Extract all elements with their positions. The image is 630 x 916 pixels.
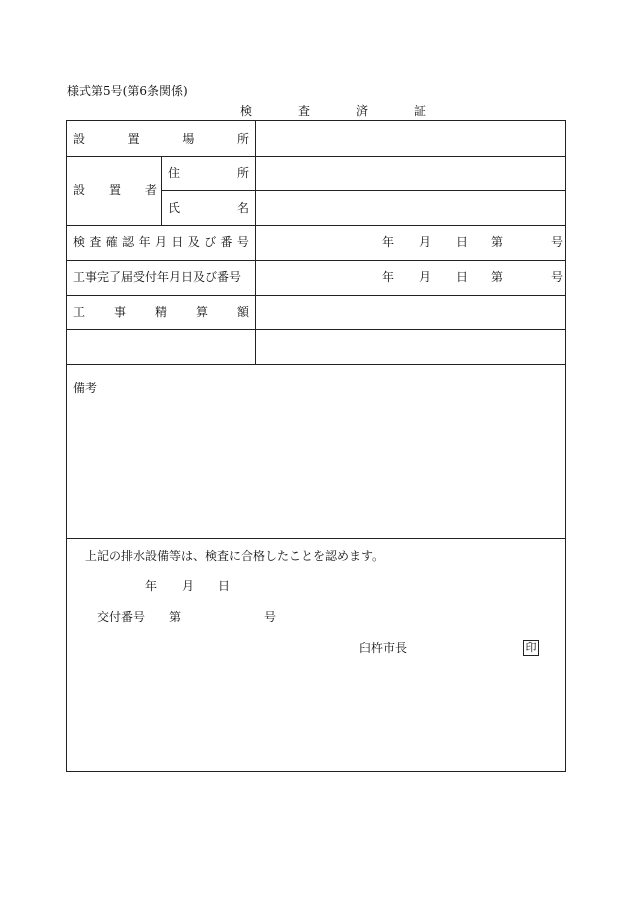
title-char: 済 — [356, 104, 369, 118]
year-char: 年 — [382, 270, 395, 284]
address-label: 住 所 — [168, 166, 249, 180]
issue-number-label: 交付番号 — [97, 610, 146, 624]
row-divider — [67, 260, 565, 261]
day-char: 日 — [456, 235, 469, 249]
seal-mark: 印 — [523, 640, 539, 656]
inspection-date-number-label: 検 査 確 認 年 月 日 及 び 番 号 — [73, 235, 249, 249]
month-char: 月 — [419, 235, 432, 249]
row-divider — [67, 225, 565, 226]
day-char: 日 — [456, 270, 469, 284]
installer-label: 設 置 者 — [73, 183, 157, 197]
column-divider — [255, 121, 256, 364]
certification-statement: 上記の排水設備等は、検査に合格したことを認めます。 — [85, 549, 385, 563]
title-char: 証 — [414, 104, 427, 118]
number-suffix: 号 — [551, 270, 564, 284]
install-location-label: 設 置 場 所 — [73, 132, 249, 146]
title-char: 査 — [298, 104, 311, 118]
year-char: 年 — [382, 235, 395, 249]
issue-number-suffix: 号 — [264, 610, 277, 624]
cert-day-char: 日 — [218, 579, 231, 593]
title-char: 検 — [240, 104, 253, 118]
row-divider — [67, 156, 565, 157]
row-divider — [161, 190, 565, 191]
name-label: 氏 名 — [168, 201, 249, 215]
month-char: 月 — [419, 270, 432, 284]
row-divider — [67, 329, 565, 330]
cert-month-char: 月 — [182, 579, 195, 593]
document-title — [240, 102, 426, 119]
number-prefix: 第 — [491, 235, 504, 249]
row-divider — [67, 295, 565, 296]
number-suffix: 号 — [551, 235, 564, 249]
form-table — [66, 120, 566, 772]
remarks-label: 備考 — [73, 381, 98, 395]
issue-number-prefix: 第 — [169, 610, 182, 624]
settlement-amount-label: 工 事 精 算 額 — [73, 305, 249, 319]
completion-date-number-label: 工事完了届受付年月日及び番号 — [73, 270, 242, 284]
row-divider — [67, 538, 565, 539]
issuer-name: 臼杵市長 — [359, 641, 408, 655]
column-divider — [161, 156, 162, 225]
row-divider — [67, 364, 565, 365]
cert-year-char: 年 — [145, 579, 158, 593]
number-prefix: 第 — [491, 270, 504, 284]
form-label: 様式第5号(第6条関係) — [67, 84, 188, 98]
